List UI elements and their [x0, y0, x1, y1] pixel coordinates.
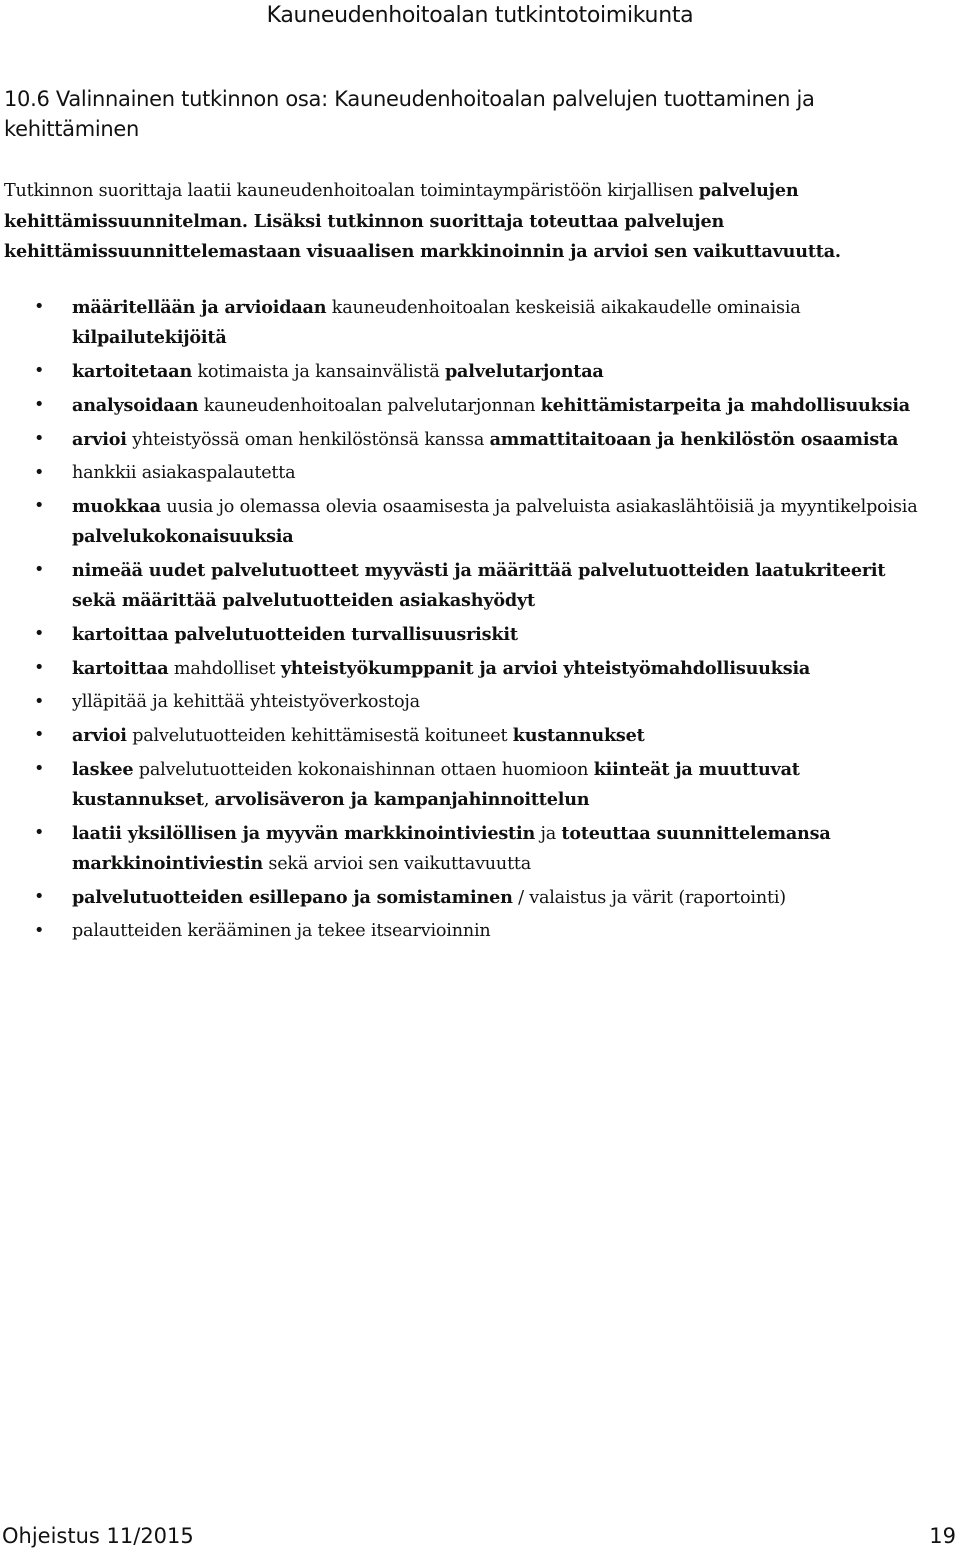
section-heading: 10.6 Valinnainen tutkinnon osa: Kauneudenhoitoalan palvelujen tuottaminen ja kehittäminen	[4, 87, 815, 141]
bullet-icon: •	[34, 823, 45, 843]
bullet-icon: •	[34, 887, 45, 907]
list-item	[0, 721, 930, 751]
bullet-icon: •	[34, 624, 45, 644]
bullet-icon: •	[34, 395, 45, 415]
list-item-text: ja	[535, 824, 562, 844]
list-item-bold-text: kartoittaa palvelutuotteiden turvallisuusriskit	[72, 624, 518, 645]
list-item-bold-text: kartoittaa	[72, 658, 169, 679]
list-item-text: palvelutuotteiden kehittämisestä koituneet	[126, 726, 513, 746]
bullet-icon: •	[34, 496, 45, 516]
footer-page-number: 19	[929, 1524, 956, 1548]
list-item-bold-text: analysoidaan	[72, 395, 199, 416]
intro-text-bold: palvelujen kehittämissuunnitelman. Lisäksi tutkinnon suorittaja toteuttaa palvelujen kehittämissuunnittelemastaan visuaalisen markkinoinnin ja arvioi sen vaikuttavuutta.	[4, 180, 841, 262]
bullet-icon: •	[34, 361, 45, 381]
list-item-text: palvelutuotteiden kokonaishinnan ottaen huomioon	[133, 760, 594, 780]
intro-text-regular: Tutkinnon suorittaja laatii kauneudenhoitoalan toimintaympäristöön kirjallisen	[4, 181, 699, 201]
bullet-icon: •	[34, 560, 45, 580]
list-item	[0, 755, 930, 815]
list-item	[0, 459, 930, 488]
list-item-text: hankkii asiakaspalautetta	[72, 463, 296, 483]
list-item-bold-text: arvolisäveron ja kampanjahinnoittelun	[214, 789, 590, 810]
list-item-bold-text: palvelukokonaisuuksia	[72, 526, 294, 547]
list-item	[0, 819, 930, 879]
list-item-bold-text: kiinteät ja muuttuvat kustannukset	[72, 759, 800, 810]
list-item-bold-text: nimeää uudet palvelutuotteet myyvästi ja määrittää palvelutuotteiden laatukriteerit sekä määrittää palvelutuotteiden asiakashyödyt	[72, 560, 886, 611]
list-item	[0, 883, 930, 913]
list-item-text: / valaistus ja värit (raportointi)	[512, 888, 786, 908]
list-item	[0, 620, 930, 650]
bullet-icon: •	[34, 759, 45, 779]
list-item	[0, 357, 930, 387]
list-item	[0, 556, 930, 616]
bullet-icon: •	[34, 725, 45, 745]
requirements-list	[0, 293, 930, 950]
bullet-icon: •	[34, 463, 45, 483]
list-item	[0, 917, 930, 946]
list-item	[0, 654, 930, 684]
list-item	[0, 492, 930, 552]
list-item-bold-text: toteuttaa suunnittelemansa markkinointiviestin	[72, 823, 831, 874]
intro-paragraph	[4, 176, 954, 268]
list-item-bold-text: arvioi	[72, 725, 127, 746]
list-item-text: mahdolliset	[168, 659, 281, 679]
list-item	[0, 688, 930, 717]
list-item-bold-text: muokkaa	[72, 496, 161, 517]
list-item	[0, 391, 930, 421]
list-item-bold-text: kustannukset	[512, 725, 645, 746]
bullet-icon: •	[34, 692, 45, 712]
list-item-text: ,	[203, 790, 215, 810]
page-header-title: Kauneudenhoitoalan tutkintotoimikunta	[266, 3, 694, 28]
list-item-text: palautteiden kerääminen ja tekee itsearvioinnin	[72, 921, 491, 941]
list-item-bold-text: palvelutarjontaa	[444, 361, 604, 382]
list-item-text: yhteistyössä oman henkilöstönsä kanssa	[126, 430, 490, 450]
list-item-bold-text: määritellään ja arvioidaan	[72, 297, 327, 318]
list-item-bold-text: arvioi	[72, 429, 127, 450]
list-item-bold-text: laatii yksilöllisen ja myyvän markkinointiviestin	[72, 823, 536, 844]
list-item-bold-text: kilpailutekijöitä	[72, 327, 227, 348]
list-item-bold-text: yhteistyökumppanit ja arvioi yhteistyömahdollisuuksia	[280, 658, 811, 679]
list-item-text: kotimaista ja kansainvälistä	[192, 362, 445, 382]
list-item-bold-text: laskee	[72, 759, 134, 780]
list-item-bold-text: ammattitaitoaan ja henkilöstön osaamista	[489, 429, 899, 450]
bullet-icon: •	[34, 921, 45, 941]
list-item	[0, 425, 930, 455]
list-item	[0, 293, 930, 353]
bullet-icon: •	[34, 297, 45, 317]
bullet-icon: •	[34, 658, 45, 678]
footer-document-label: Ohjeistus 11/2015	[2, 1524, 194, 1548]
list-item-text: ylläpitää ja kehittää yhteistyöverkostoja	[72, 692, 420, 712]
list-item-bold-text: kartoitetaan	[72, 361, 193, 382]
list-item-bold-text: palvelutuotteiden esillepano ja somistaminen	[72, 887, 513, 908]
list-item-text: kauneudenhoitoalan palvelutarjonnan	[198, 396, 541, 416]
list-item-bold-text: kehittämistarpeita ja mahdollisuuksia	[540, 395, 911, 416]
list-item-text: kauneudenhoitoalan keskeisiä aikakaudelle ominaisia	[326, 298, 801, 318]
list-item-text: uusia jo olemassa olevia osaamisesta ja palveluista asiakaslähtöisiä ja myyntikelpoisia	[160, 497, 918, 517]
bullet-icon: •	[34, 429, 45, 449]
list-item-text: sekä arvioi sen vaikuttavuutta	[262, 854, 532, 874]
